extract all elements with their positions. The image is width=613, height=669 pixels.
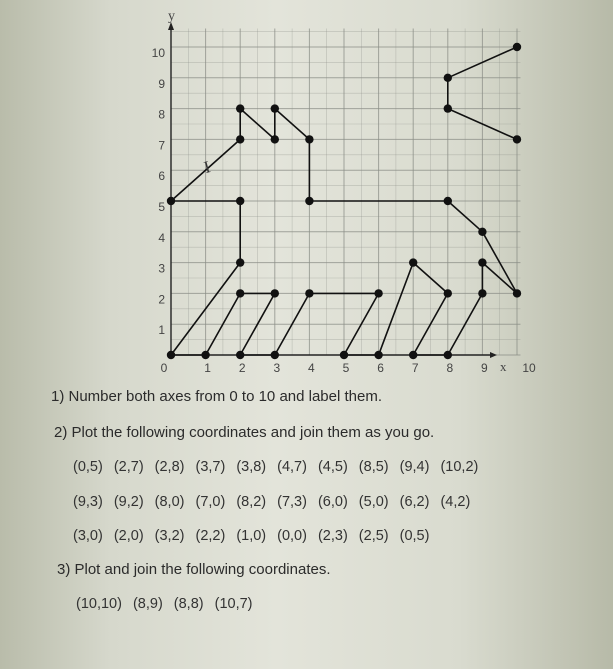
instruction-1: 1) Number both axes from 0 to 10 and label them. <box>51 388 383 405</box>
coordinate-pair: (3,7) <box>195 459 226 475</box>
coordinate-pair: (10,2) <box>440 459 479 475</box>
figure1-point <box>236 258 244 266</box>
y-tick-label: 7 <box>158 138 165 153</box>
coordinate-pair: (7,3) <box>277 494 307 510</box>
grid-lines <box>171 29 520 355</box>
y-tick-label: 10 <box>151 46 165 60</box>
instruction-2: 2) Plot the following coordinates and join them as you go. <box>54 424 435 441</box>
x-tick-label: 8 <box>446 361 454 375</box>
figure2-point <box>513 43 521 51</box>
y-tick-label: 6 <box>158 169 165 184</box>
coordinates-row-2 <box>73 494 481 510</box>
figure1-point <box>201 351 209 359</box>
x-tick-label: 4 <box>308 361 315 375</box>
coordinate-pair: (8,9) <box>132 596 163 612</box>
coordinate-pair: (2,5) <box>358 528 389 544</box>
x-tick-label: 9 <box>481 361 488 375</box>
coordinate-pair: (0,5) <box>73 459 103 475</box>
figure1-point <box>236 351 244 359</box>
figure1-point <box>167 197 175 205</box>
figure2-point <box>513 135 521 143</box>
figure1-point <box>444 289 452 297</box>
coordinate-pair: (5,0) <box>358 494 389 510</box>
coordinate-pair: (2,3) <box>317 528 348 544</box>
figure1-point <box>340 351 348 359</box>
coordinate-pair: (6,2) <box>399 494 430 510</box>
figure1-point <box>478 289 486 297</box>
coordinate-pair: (6,0) <box>317 494 348 510</box>
figure1-point <box>236 289 244 297</box>
figure1-point <box>444 351 452 359</box>
coordinates-row-q3 <box>76 596 264 612</box>
figure1-point <box>409 258 417 266</box>
coordinate-pair: (7,0) <box>195 494 226 510</box>
y-tick-label: 9 <box>158 76 165 91</box>
x-tick-label: 3 <box>273 361 281 375</box>
coordinate-pair: (4,2) <box>440 494 471 510</box>
figure1-point <box>236 104 244 112</box>
coordinate-pair: (0,0) <box>277 528 307 544</box>
coordinate-pair: (1,0) <box>236 528 267 544</box>
scribble-mark: I <box>201 157 213 177</box>
coordinates-row-1 <box>73 459 489 475</box>
figure1-point <box>478 258 486 266</box>
y-tick-label: 4 <box>158 230 165 245</box>
y-tick-label: 8 <box>158 107 165 122</box>
x-tick-label: 2 <box>238 361 246 375</box>
coordinate-pair: (9,3) <box>73 494 103 510</box>
coordinate-pair: (8,2) <box>236 494 267 510</box>
x-tick-label: 10 <box>522 361 536 375</box>
coordinate-pair: (2,7) <box>113 459 144 475</box>
coordinate-pair: (4,5) <box>317 459 348 475</box>
x-tick-label: 6 <box>377 361 384 375</box>
y-axis-label: y <box>168 9 175 24</box>
coordinates-row-3 <box>73 528 440 544</box>
figure1-point <box>271 135 279 143</box>
figure1-point <box>444 197 452 205</box>
coordinate-pair: (2,8) <box>154 459 185 475</box>
y-tick-label: 3 <box>158 261 165 276</box>
coordinate-pair: (4,7) <box>277 459 307 475</box>
coordinate-pair: (8,5) <box>358 459 389 475</box>
figure1-point <box>236 197 244 205</box>
figure1-point <box>271 289 279 297</box>
coordinate-pair: (9,2) <box>113 494 144 510</box>
figure1-point <box>271 104 279 112</box>
x-axis-label: x <box>500 359 507 374</box>
figure1-point <box>409 351 417 359</box>
figure1-point <box>167 351 175 359</box>
figure1-point <box>236 135 244 143</box>
coordinate-pair: (2,0) <box>113 528 144 544</box>
coordinate-pair: (2,2) <box>195 528 226 544</box>
y-tick-label: 2 <box>158 292 165 307</box>
figure1-point <box>305 289 313 297</box>
y-tick-label: 5 <box>158 200 165 214</box>
coordinate-pair: (3,2) <box>154 528 185 544</box>
coordinate-pair: (0,5) <box>399 528 430 544</box>
x-tick-label: 0 <box>160 361 168 375</box>
x-tick-label: 5 <box>342 361 350 375</box>
coordinate-pair: (3,8) <box>236 459 267 475</box>
figure2-point <box>444 104 452 112</box>
coordinate-pair: (9,4) <box>399 459 430 475</box>
x-tick-label: 7 <box>411 361 419 375</box>
figure1-point <box>305 135 313 143</box>
figure1-point <box>478 228 486 236</box>
coordinate-pair: (8,0) <box>154 494 185 510</box>
x-tick-label: 1 <box>204 361 211 375</box>
coordinate-pair: (3,0) <box>73 528 103 544</box>
y-tick-label: 1 <box>158 323 165 338</box>
coordinate-pair: (10,10) <box>76 596 122 612</box>
coordinate-pair: (8,8) <box>173 596 204 612</box>
coordinate-pair: (10,7) <box>214 596 253 612</box>
figure1-point <box>513 289 521 297</box>
figure1-point <box>374 351 382 359</box>
figure1-point <box>271 351 279 359</box>
figure1-point <box>305 197 313 205</box>
figure2-point <box>444 74 452 82</box>
figure1-point <box>374 289 382 297</box>
x-axis-arrow <box>490 352 497 358</box>
instruction-3: 3) Plot and join the following coordinates. <box>57 561 331 578</box>
